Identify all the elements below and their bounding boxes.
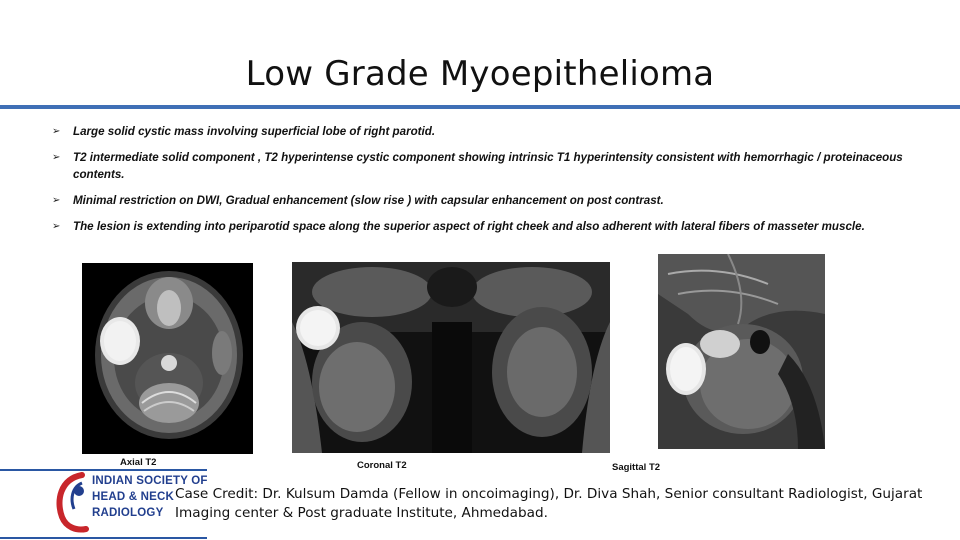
bullet-item: [52, 218, 932, 235]
title-divider: [0, 105, 960, 109]
logo-text-line2: HEAD & NECK: [92, 491, 175, 503]
logo-top-line: [0, 469, 207, 471]
bullet-list: [52, 123, 932, 244]
case-credit: Case Credit: Dr. Kulsum Damda (Fellow in oncoimaging), Dr. Diva Shah, Senior consultant Radiologist, Gujarat Imaging center & Post graduate Institute, Ahmedabad.: [175, 486, 923, 521]
logo-bottom-line: [0, 537, 207, 539]
slide-title: Low Grade Myoepithelioma: [245, 54, 715, 94]
logo-emblem: [52, 471, 92, 535]
bullet-item: [52, 192, 932, 209]
coronal-t2-caption: Coronal T2: [357, 460, 407, 471]
logo-text-line1: INDIAN SOCIETY OF: [92, 475, 208, 487]
arrow-bullet-icon: ➢: [52, 152, 61, 163]
bullet-text: T2 intermediate solid component , T2 hyperintense cystic component showing intrinsic T1 hyperintensity consistent with hemorrhagic / proteinaceous contents.: [73, 151, 903, 181]
axial-t2-image: [82, 263, 253, 454]
logo-text-line3: RADIOLOGY: [92, 507, 164, 519]
bullet-text: Minimal restriction on DWI, Gradual enhancement (slow rise ) with capsular enhancement on post contrast.: [73, 194, 664, 207]
sagittal-t2-image: [658, 254, 825, 449]
arrow-bullet-icon: ➢: [52, 221, 61, 232]
bullet-item: [52, 149, 932, 183]
bullet-text: Large solid cystic mass involving superficial lobe of right parotid.: [73, 125, 436, 138]
arrow-bullet-icon: ➢: [52, 126, 61, 137]
arrow-bullet-icon: ➢: [52, 195, 61, 206]
axial-t2-caption: Axial T2: [120, 457, 157, 468]
sagittal-t2-caption: Sagittal T2: [612, 462, 661, 473]
bullet-item: [52, 123, 932, 140]
coronal-t2-image: [292, 262, 610, 453]
bullet-text: The lesion is extending into periparotid space along the superior aspect of right cheek and also adherent with lateral fibers of masseter muscle.: [73, 220, 865, 233]
